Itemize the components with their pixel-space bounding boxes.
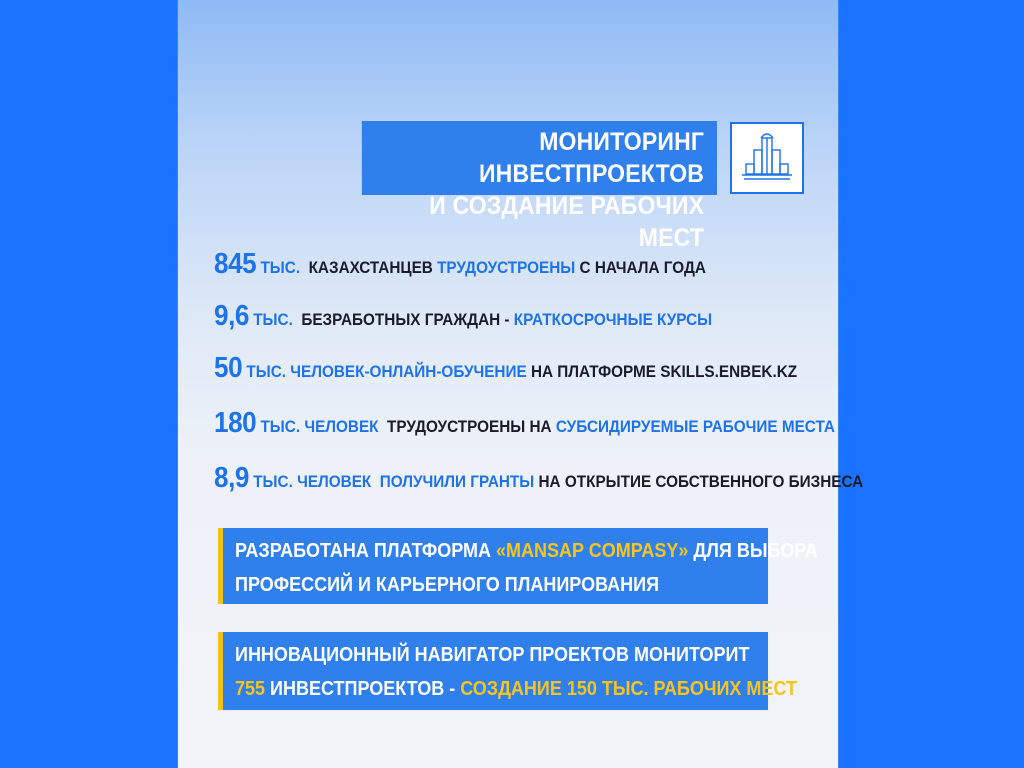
stat-text: ТРУДОУСТРОЕНЫ НА [387,417,552,436]
stat-number: 180 [214,407,257,439]
stat-unit: ТЫС. ЧЕЛОВЕК-ОНЛАЙН-ОБУЧЕНИЕ [246,362,527,381]
navigator-info-box [218,632,797,710]
stat-unit: ТЫС. [260,258,301,277]
box2-jobs: СОЗДАНИЕ 150 ТЫС. РАБОЧИХ МЕСТ [460,678,797,700]
stat-row-employed [214,248,706,281]
box1-line-2: ПРОФЕССИЙ И КАРЬЕРНОГО ПЛАНИРОВАНИЯ [235,574,660,596]
building-icon [732,124,802,192]
stat-row-courses [214,300,712,333]
stat-number: 9,6 [214,300,249,332]
stat-number: 8,9 [214,462,249,494]
box2-line-1: ИННОВАЦИОННЫЙ НАВИГАТОР ПРОЕКТОВ МОНИТОРИТ [235,644,750,666]
stat-text-end: С НАЧАЛА ГОДА [579,258,706,277]
stat-text-end: НА ОТКРЫТИЕ СОБСТВЕННОГО БИЗНЕСА [538,472,864,491]
stat-highlight: КРАТКОСРОЧНЫЕ КУРСЫ [513,310,713,329]
stat-row-grants [214,462,863,495]
box2-count: 755 [235,678,266,700]
stat-highlight: ТРУДОУСТРОЕНЫ [437,258,576,277]
stat-highlight: СУБСИДИРУЕМЫЕ РАБОЧИЕ МЕСТА [555,417,835,436]
stat-text: БЕЗРАБОТНЫХ ГРАЖДАН - [301,310,510,329]
stat-text: КАЗАХСТАНЦЕВ [308,258,433,277]
stat-unit: ТЫС. ЧЕЛОВЕК [253,472,372,491]
stat-row-online [214,352,797,385]
box1-text: РАЗРАБОТАНА ПЛАТФОРМА [235,540,492,562]
box2-text: ИНВЕСТПРОЕКТОВ - [270,678,456,700]
title-banner [362,121,717,252]
stat-unit: ТЫС. ЧЕЛОВЕК [260,417,379,436]
stat-row-subsidized [214,407,835,440]
stat-text-end: НА ПЛАТФОРМЕ SKILLS.ENBEK.KZ [530,362,798,381]
stat-unit: ТЫС. [253,310,293,329]
box1-text-post: ДЛЯ ВЫБОРА [693,540,818,562]
title-line-2: И СОЗДАНИЕ РАБОЧИХ МЕСТ [429,192,705,252]
government-building-logo [730,122,804,194]
platform-info-box [218,528,818,604]
box1-platform-name: «MANSAP COMPASY» [496,540,689,562]
stat-number: 50 [214,352,243,384]
title-line-1: МОНИТОРИНГ ИНВЕСТПРОЕКТОВ [478,128,705,188]
stat-highlight: ПОЛУЧИЛИ ГРАНТЫ [379,472,535,491]
stat-number: 845 [214,248,257,280]
